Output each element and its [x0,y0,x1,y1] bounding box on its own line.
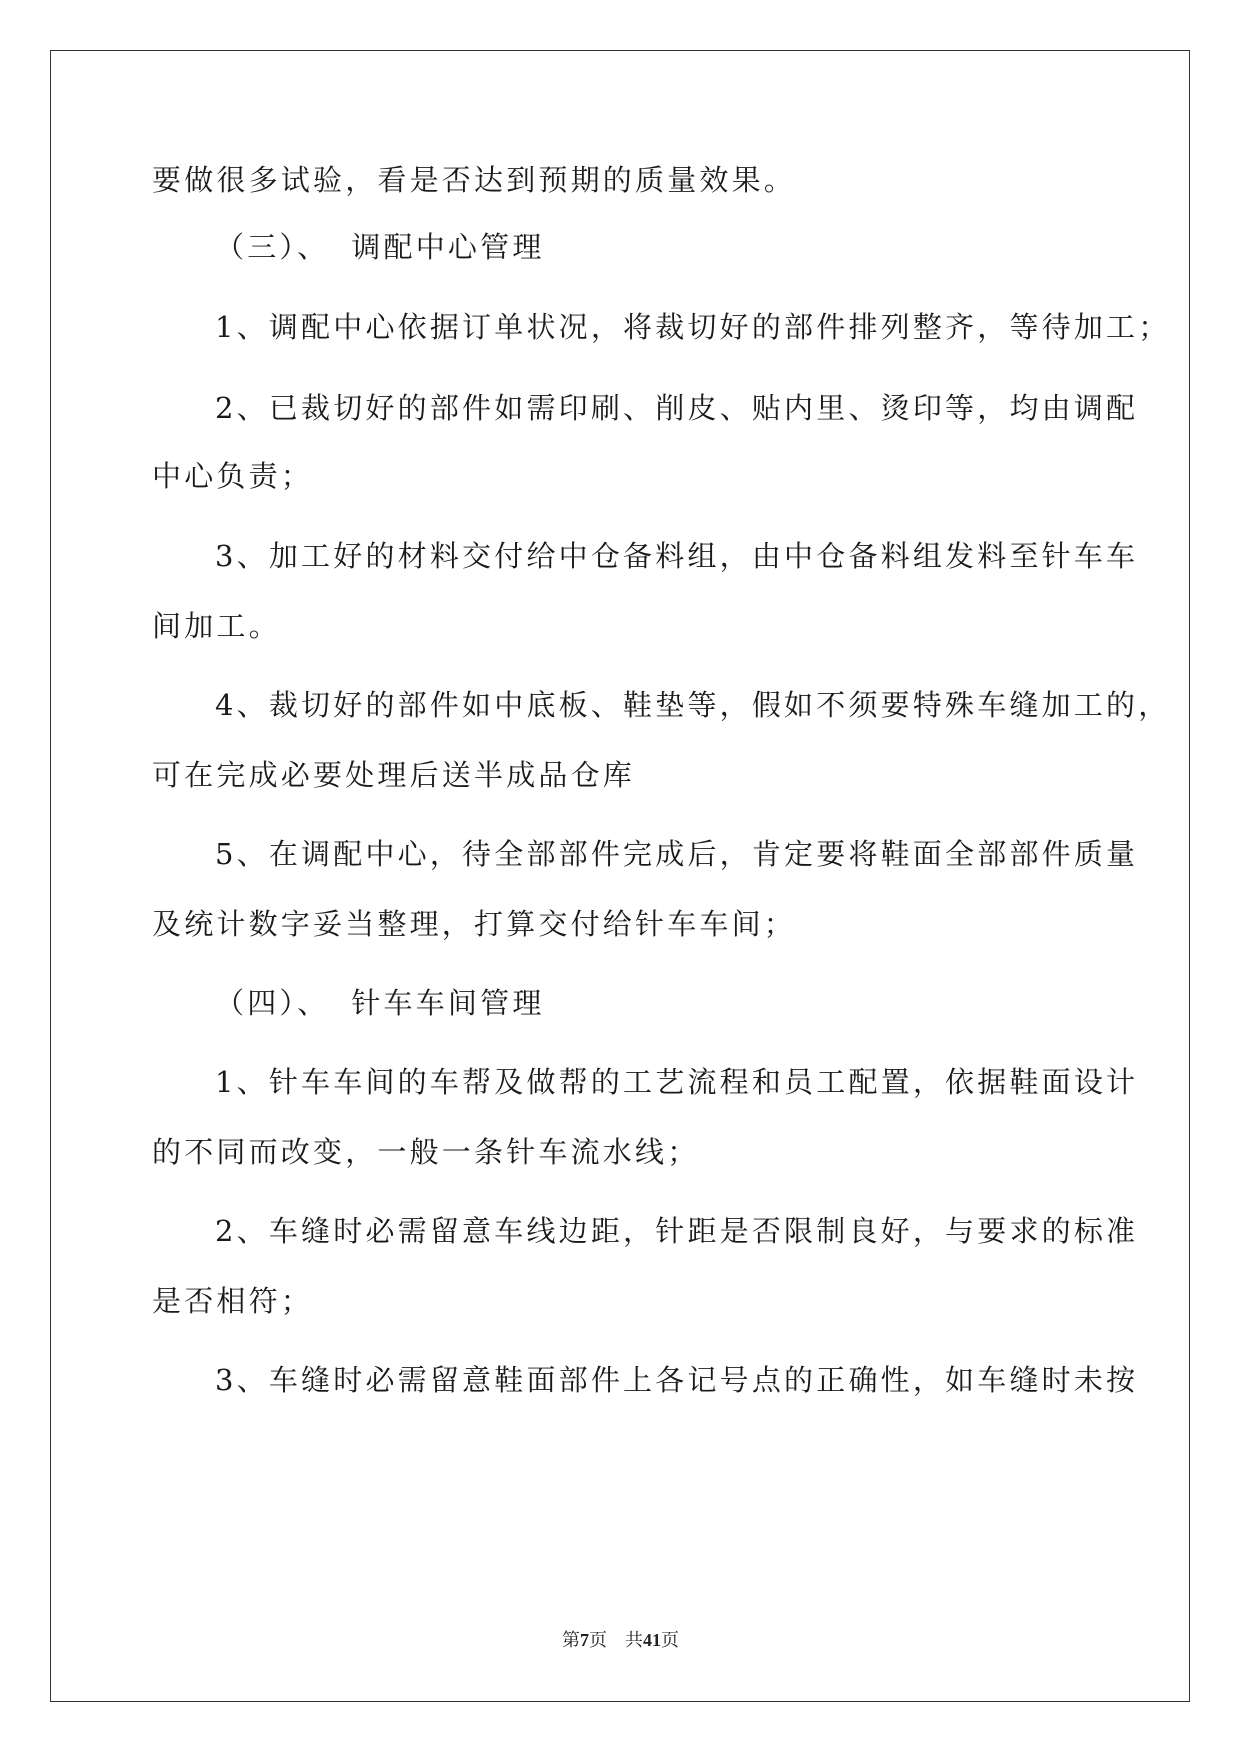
section-number: （四）、 [215,986,330,1020]
paragraph-line: 1、针车车间的车帮及做帮的工艺流程和员工配置，依据鞋面设计 [215,1065,1139,1099]
paragraph-line: 及统计数字妥当整理，打算交付给针车车间； [152,907,797,941]
paragraph-line: 1、调配中心依据订单状况，将裁切好的部件排列整齐，等待加工； [215,310,1171,344]
paragraph-line: 要做很多试验，看是否达到预期的质量效果。 [152,163,797,197]
paragraph-line: 2、车缝时必需留意车线边距，针距是否限制良好，与要求的标准 [215,1214,1139,1248]
page-label-prefix: 第 [562,1630,580,1650]
total-pages-number: 41 [643,1630,661,1650]
paragraph-line: 2、已裁切好的部件如需印刷、削皮、贴内里、烫印等，均由调配 [215,391,1139,425]
section-title: 调配中心管理 [351,230,545,264]
section-heading-3 [215,227,545,267]
paragraph-line: 间加工。 [152,609,281,643]
total-label-prefix: 共 [625,1630,643,1650]
section-heading-4 [215,983,545,1023]
current-page-number: 7 [580,1630,589,1650]
section-title: 针车车间管理 [351,986,545,1020]
paragraph-line: 5、在调配中心，待全部部件完成后，肯定要将鞋面全部部件质量 [215,837,1139,871]
paragraph-line: 的不同而改变，一般一条针车流水线； [152,1135,700,1169]
page-frame [50,50,1190,1702]
paragraph-line: 中心负责； [152,459,314,493]
page-footer [0,1626,1241,1652]
total-label-unit: 页 [661,1630,679,1650]
paragraph-line: 是否相符； [152,1284,314,1318]
paragraph-line: 可在完成必要处理后送半成品仓库 [152,758,636,792]
paragraph-line: 3、车缝时必需留意鞋面部件上各记号点的正确性，如车缝时未按 [215,1363,1139,1397]
paragraph-line: 3、加工好的材料交付给中仓备料组，由中仓备料组发料至针车车 [215,539,1139,573]
paragraph-line: 4、裁切好的部件如中底板、鞋垫等，假如不须要特殊车缝加工的， [215,688,1171,722]
page-label-unit: 页 [589,1630,607,1650]
section-number: （三）、 [215,230,330,264]
